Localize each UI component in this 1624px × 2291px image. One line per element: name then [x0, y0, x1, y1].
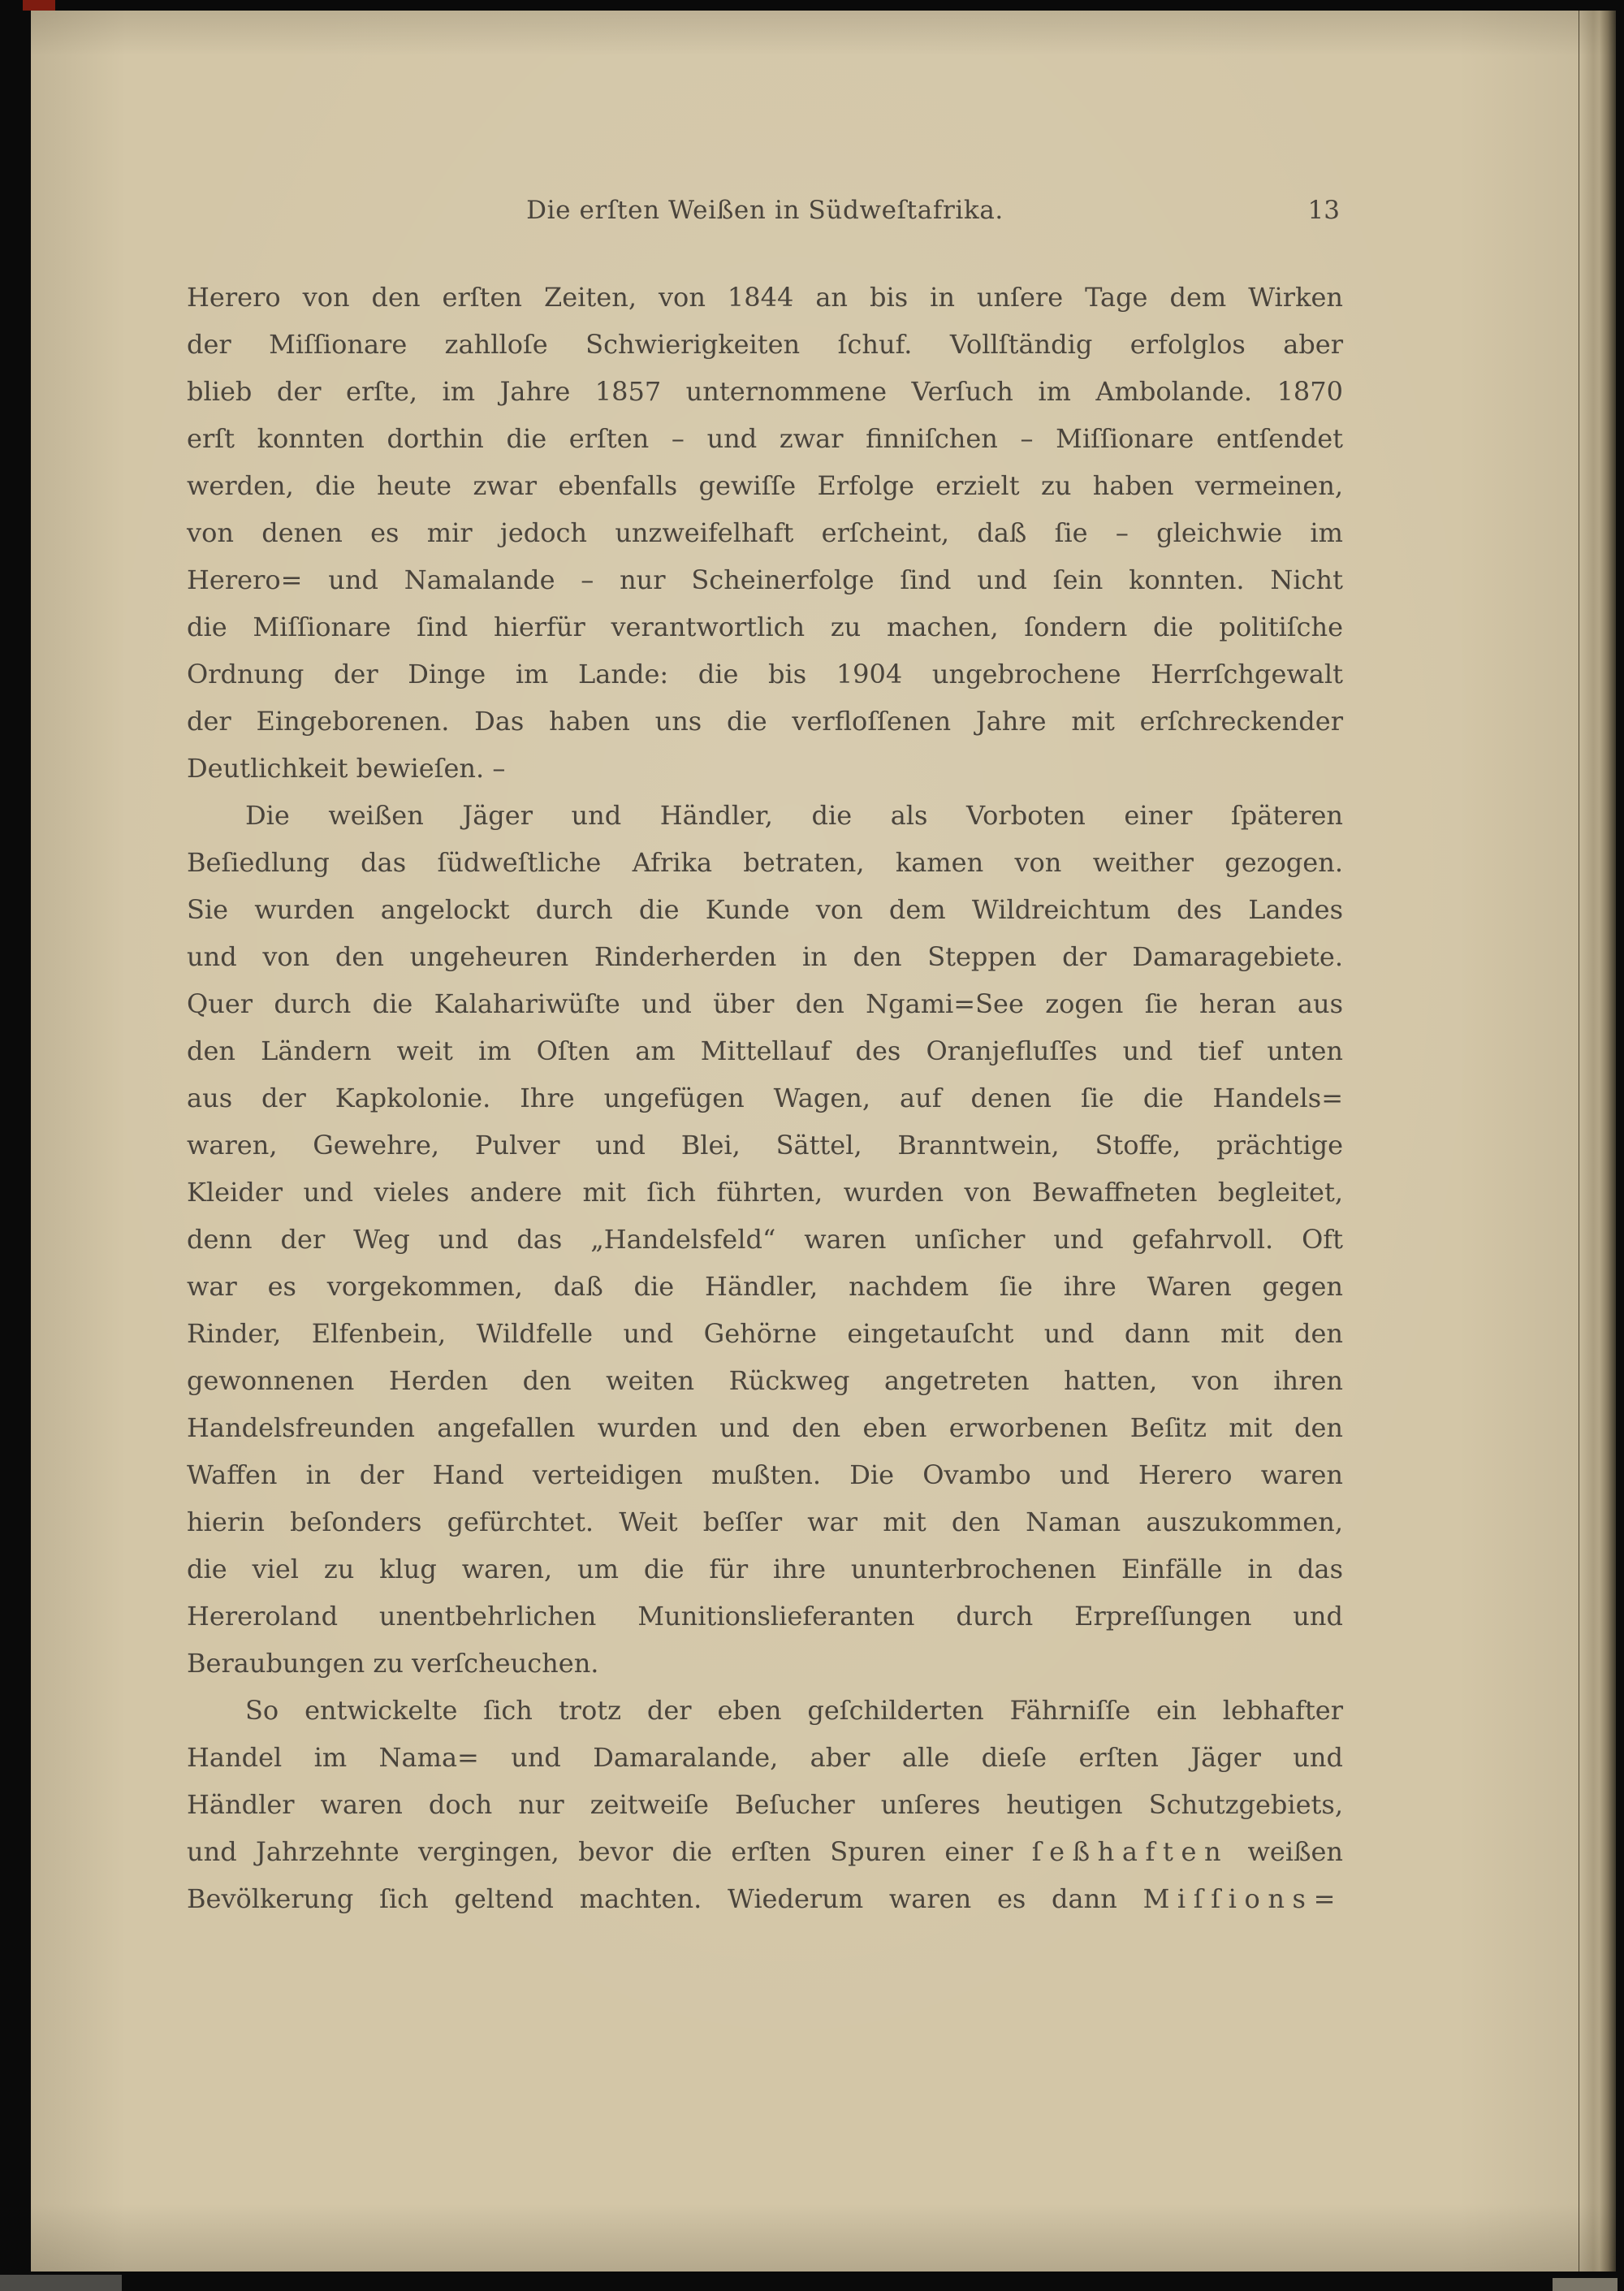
page-edge-shadow — [1579, 11, 1616, 2272]
text-line: Hereroland unentbehrlichen Munitionslieferanten durch Erpreſſungen und — [187, 1601, 1343, 1632]
text-line: Deutlichkeit bewieſen. – — [187, 753, 506, 784]
text-line: Ordnung der Dinge im Lande: die bis 1904 ungebrochene Herrſchgewalt — [187, 659, 1343, 689]
text-line: Quer durch die Kalahariwüſte und über den Ngami=See zogen ſie heran aus — [187, 988, 1343, 1019]
page-number: 13 — [1307, 196, 1340, 225]
letterspaced-emphasis: ſeßhaften — [1031, 1836, 1229, 1867]
text-line: Herero von den erſten Zeiten, von 1844 an bis in unſere Tage dem Wirken — [187, 282, 1343, 313]
running-title: Die erſten Weißen in Südweſtafrika. — [526, 196, 1004, 225]
text-line: der Miſſionare zahlloſe Schwierigkeiten ſchuf. Vollſtändig erfolglos aber — [187, 329, 1343, 360]
text-line: werden, die heute zwar ebenfalls gewiſſe Erfolge erzielt zu haben vermeinen, — [187, 470, 1343, 501]
letterspaced-emphasis: Miſſions= — [1142, 1883, 1343, 1914]
text-line: Sie wurden angelockt durch die Kunde von dem Wildreichtum des Landes — [187, 894, 1343, 925]
paragraph — [187, 792, 1343, 1687]
scan-artifact-bottom-left — [0, 2275, 122, 2291]
text-line: Die weißen Jäger und Händler, die als Vorboten einer ſpäteren — [245, 800, 1343, 831]
text-line: waren, Gewehre, Pulver und Blei, Sättel, Branntwein, Stoffe, prächtige — [187, 1130, 1343, 1161]
text-line: Kleider und vieles andere mit ſich führten, wurden von Bewaffneten begleitet, — [187, 1177, 1343, 1208]
page-body — [187, 274, 1343, 1922]
paragraph — [187, 1687, 1343, 1922]
paragraph — [187, 274, 1343, 792]
text-line: Beraubungen zu verſcheuchen. — [187, 1648, 599, 1679]
text-line: Waffen in der Hand verteidigen mußten. Die Ovambo und Herero waren — [187, 1459, 1343, 1490]
text-line: So entwickelte ſich trotz der eben geſchilderten Fährniſſe ein lebhafter — [245, 1695, 1343, 1726]
scan-artifact-bottom-right — [1553, 2278, 1618, 2291]
text-line: denn der Weg und das „Handelsfeld“ waren unſicher und gefahrvoll. Oft — [187, 1224, 1343, 1255]
text-line: den Ländern weit im Oſten am Mittellauf des Oranjefluſſes und tief unten — [187, 1035, 1343, 1066]
text-line: blieb der erſte, im Jahre 1857 unternommene Verſuch im Ambolande. 1870 — [187, 376, 1343, 407]
text-line: gewonnenen Herden den weiten Rückweg angetreten hatten, von ihren — [187, 1365, 1343, 1396]
text-line: von denen es mir jedoch unzweifelhaft erſcheint, daß ſie – gleichwie im — [187, 517, 1343, 548]
scan-artifact-red-mark — [23, 0, 55, 11]
text-line: hierin beſonders gefürchtet. Weit beſſer war mit den Naman auszukommen, — [187, 1506, 1343, 1537]
text-line: Handel im Nama= und Damaralande, aber alle dieſe erſten Jäger und — [187, 1742, 1343, 1773]
text-line: und von den ungeheuren Rinderherden in den Steppen der Damaragebiete. — [187, 941, 1343, 972]
text-line: erſt konnten dorthin die erſten – und zwar finniſchen – Miſſionare entſendet — [187, 423, 1343, 454]
text-line: die viel zu klug waren, um die für ihre ununterbrochenen Einfälle in das — [187, 1554, 1343, 1584]
book-page — [31, 11, 1616, 2272]
text-line: war es vorgekommen, daß die Händler, nachdem ſie ihre Waren gegen — [187, 1271, 1343, 1302]
text-line: Beſiedlung das ſüdweſtliche Afrika betraten, kamen von weither gezogen. — [187, 847, 1343, 878]
text-line: Herero= und Namalande – nur Scheinerfolge ſind und ſein konnten. Nicht — [187, 564, 1343, 595]
text-block — [187, 196, 1343, 1922]
text-line: der Eingeborenen. Das haben uns die verfloſſenen Jahre mit erſchreckender — [187, 706, 1343, 737]
page-header — [187, 196, 1343, 230]
text-line: Bevölkerung ſich geltend machten. Wiederum waren es dann Miſſions= — [187, 1883, 1343, 1914]
text-line: Händler waren doch nur zeitweiſe Beſucher unſeres heutigen Schutzgebiets, — [187, 1789, 1343, 1820]
text-line: die Miſſionare ſind hierfür verantwortlich zu machen, ſondern die politiſche — [187, 612, 1343, 642]
text-line: und Jahrzehnte vergingen, bevor die erſten Spuren einer ſeßhaften weißen — [187, 1836, 1344, 1867]
text-line: Rinder, Elfenbein, Wildfelle und Gehörne eingetauſcht und dann mit den — [187, 1318, 1343, 1349]
text-line: aus der Kapkolonie. Ihre ungefügen Wagen, auf denen ſie die Handels= — [187, 1083, 1343, 1113]
text-line: Handelsfreunden angefallen wurden und den eben erworbenen Beſitz mit den — [187, 1412, 1343, 1443]
